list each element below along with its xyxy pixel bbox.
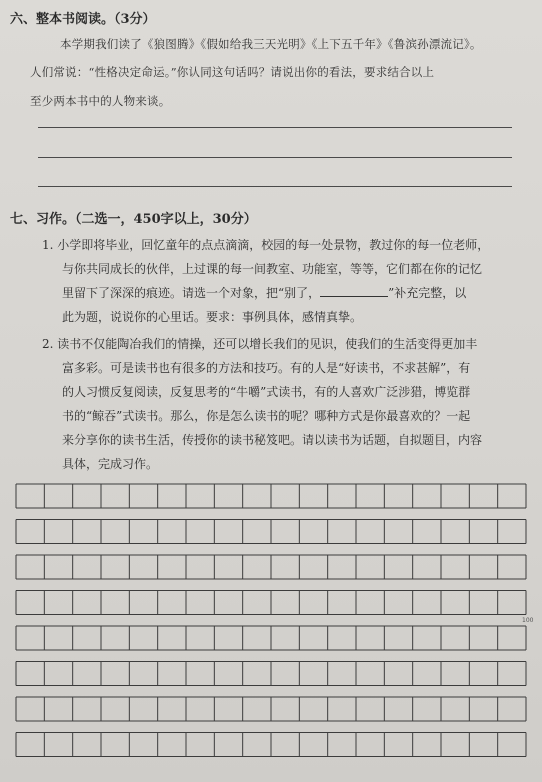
section6-line-2: 人们常说：“性格决定命运。”你认同这句话吗？请说出你的看法，要求结合以上	[30, 65, 435, 79]
item1-line-3-after: ”补充完整，以	[388, 286, 467, 300]
item2-line-6: 具体，完成习作。	[62, 457, 159, 471]
item1-line-1: 1. 小学即将毕业，回忆童年的点点滴滴，校园的每一处景物，教过你的每一位老师，	[42, 238, 490, 252]
answer-line-1[interactable]	[38, 127, 512, 128]
grid-row[interactable]	[16, 591, 526, 615]
item2-line-4: 书的“鲸吞”式读书。那么，你是怎么读书的呢？哪种方式是你最喜欢的？一起	[62, 409, 471, 423]
item2-line-5: 来分享你的读书生活，传授你的读书秘笈吧。请以读书为话题，自拟题目，内容	[62, 433, 483, 447]
section6-line-1: 本学期我们读了《狼图腾》《假如给我三天光明》《上下五千年》《鲁滨孙漂流记》。	[60, 37, 482, 51]
grid-row[interactable]	[16, 733, 526, 757]
answer-line-2[interactable]	[38, 157, 512, 158]
composition-grid-svg[interactable]	[14, 482, 534, 767]
word-count-marker: 100	[522, 617, 534, 624]
item1-line-2: 与你共同成长的伙伴，上过课的每一间教室、功能室，等等，它们都在你的记忆	[62, 262, 483, 276]
grid-row[interactable]	[16, 484, 526, 508]
section6-title: 六、整本书阅读。（3分）	[10, 12, 156, 27]
section6-line-3: 至少两本书中的人物来谈。	[30, 94, 171, 108]
grid-row[interactable]	[16, 626, 526, 650]
grid-row[interactable]	[16, 697, 526, 721]
item2-line-1: 2. 读书不仅能陶冶我们的情操，还可以增长我们的见识，使我们的生活变得更加丰	[42, 337, 478, 351]
item1-line-4: 此为题，说说你的心里话。要求：事例具体，感情真挚。	[62, 310, 363, 324]
grid-row[interactable]	[16, 555, 526, 579]
grid-row[interactable]	[16, 662, 526, 686]
item2-line-2: 富多彩。可是读书也有很多的方法和技巧。有的人是“好读书，不求甚解”，有	[62, 361, 471, 375]
section7-title: 七、习作。（二选一，450字以上，30分）	[10, 212, 257, 227]
item2-line-3: 的人习惯反复阅读，反复思考的“牛嚼”式读书，有的人喜欢广泛涉猎，博览群	[62, 385, 471, 399]
composition-grid[interactable]	[14, 482, 534, 767]
grid-row[interactable]	[16, 520, 526, 544]
item1-line-3	[62, 284, 466, 301]
answer-line-3[interactable]	[38, 186, 512, 187]
title-fill-blank[interactable]	[320, 286, 388, 297]
item1-line-3-before: 里留下了深深的痕迹。请选一个对象，把“别了，	[62, 286, 321, 300]
